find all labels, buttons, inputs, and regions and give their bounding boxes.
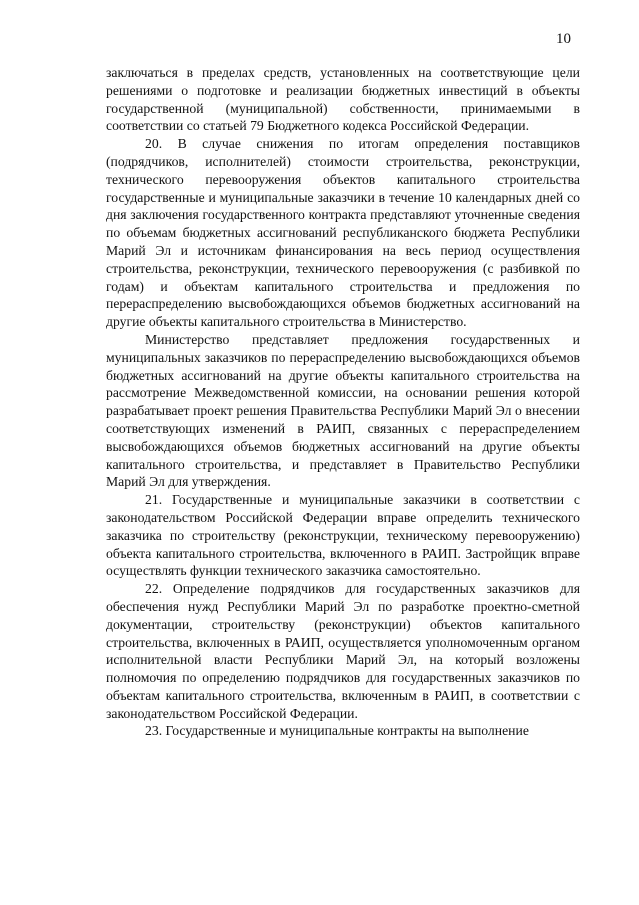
- paragraph-23: 23. Государственные и муниципальные контракты на выполнение: [145, 723, 529, 739]
- paragraph-ministry-proposals: Министерство представляет предложения государственных и муниципальных заказчиков по перераспределению высвобождающихся объемов бюджетных ассигнований на другие объекты капитального строительства на рассмотрение Межведомственной комиссии, на основании решения которой разрабатывает проект решения Правительства Республики Марий Эл о внесении соответствующих изменений в РАИП, связанных с перераспределением высвобождающихся объемов бюджетных ассигнований на другие объекты капитального строительства, и представляет в Правительство Республики Марий Эл для утверждения.: [106, 331, 580, 490]
- paragraph-22: 22. Определение подрядчиков для государственных заказчиков для обеспечения нужд Республики Марий Эл по разработке проектно-сметной документации, строительству (реконструкции) объектов капитального строительства, включенных в РАИП, осуществляется уполномоченным органом исполнительной власти Республики Марий Эл, на который возложены полномочия по определению подрядчиков для государственных заказчиков по объектам капитального строительства, включенным в РАИП, в соответствии с законодательством Российской Федерации.: [106, 581, 580, 721]
- document-body: [106, 64, 580, 740]
- paragraph-21: 21. Государственные и муниципальные заказчики в соответствии с законодательством Российской Федерации вправе определить технического заказчика по строительству (реконструкции, техническому перевооружению) объекта капитального строительства, включенного в РАИП. Застройщик вправе осуществлять функции технического заказчика самостоятельно.: [106, 492, 580, 579]
- page-number: 10: [556, 31, 571, 47]
- paragraph-continuation: заключаться в пределах средств, установленных на соответствующие цели решениями о подготовке и реализации бюджетных инвестиций в объекты государственной (муниципальной) собственности, принимаемыми в соответствии со статьей 79 Бюджетного кодекса Российской Федерации.: [106, 65, 580, 134]
- paragraph-20: 20. В случае снижения по итогам определения поставщиков (подрядчиков, исполнителей) стоимости строительства, реконструкции, технического перевооружения объектов капитального строительства государственные и муниципальные заказчики в течение 10 календарных дней со дня заключения государственного контракта представляют уточненные сведения по объемам бюджетных ассигнований республиканского бюджета Республики Марий Эл и источникам финансирования на весь период осуществления строительства, реконструкции, технического перевооружения (с разбивкой по годам) и объектам капитального строительства и предложения по перераспределению высвобождающихся объемов бюджетных ассигнований на другие объекты капитального строительства в Министерство.: [106, 136, 580, 330]
